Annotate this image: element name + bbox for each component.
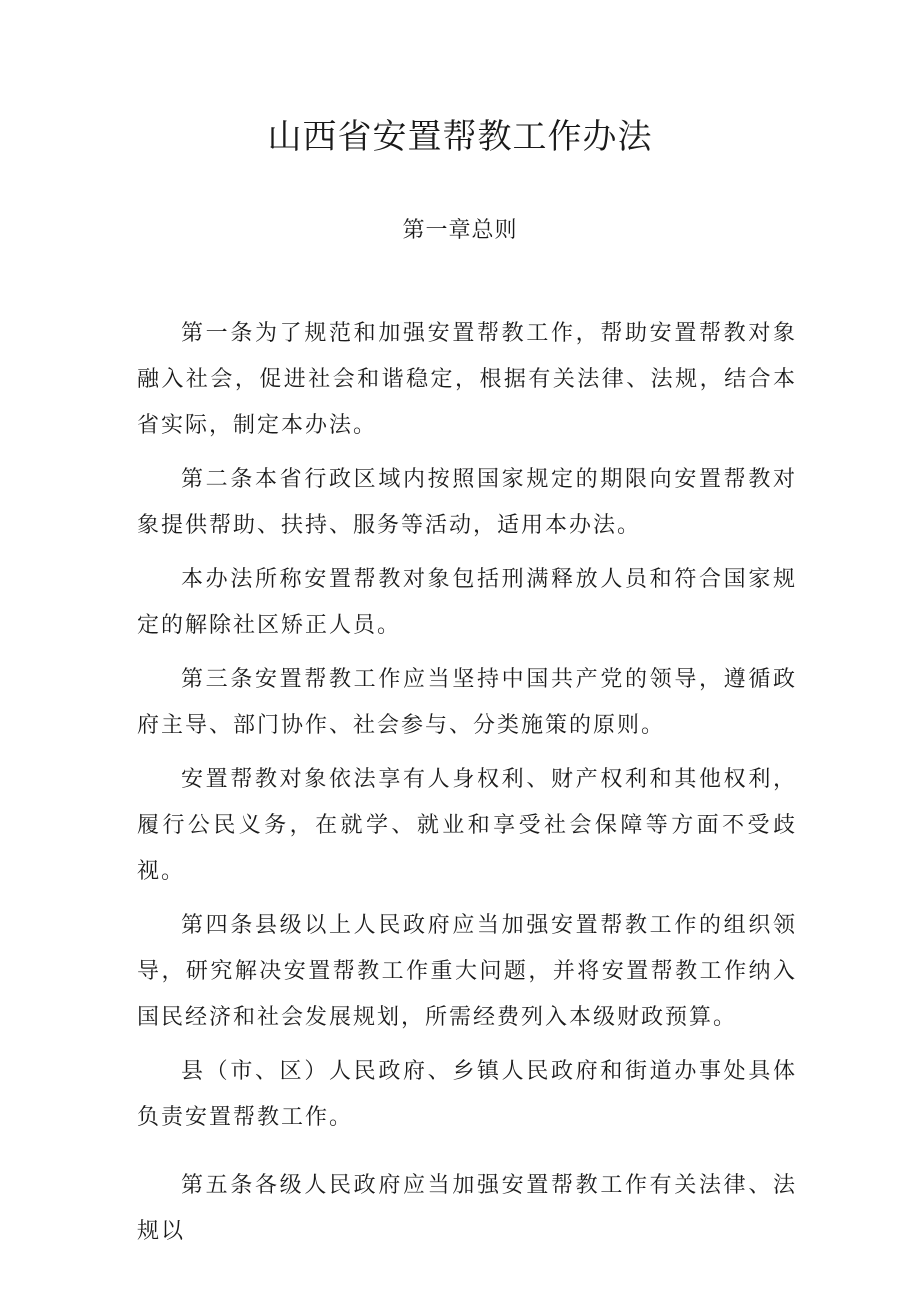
article-3-rights-paragraph: 安置帮教对象依法享有人身权利、财产权利和其他权利，履行公民义务，在就学、就业和享受社会保障等方面不受歧视。 xyxy=(137,767,797,884)
chapter-heading: 第一章总则 xyxy=(402,218,518,243)
article-5-paragraph: 第五条各级人民政府应当加强安置帮教工作有关法律、法规以 xyxy=(137,1173,797,1244)
article-4-paragraph: 第四条县级以上人民政府应当加强安置帮教工作的组织领导，研究解决安置帮教工作重大问题，并将安置帮教工作纳入国民经济和社会发展规划，所需经费列入本级财政预算。 xyxy=(137,913,797,1030)
document-body xyxy=(137,311,797,1255)
article-4-county-paragraph: 县（市、区）人民政府、乡镇人民政府和街道办事处具体负责安置帮教工作。 xyxy=(137,1059,797,1130)
article-1-paragraph: 第一条为了规范和加强安置帮教工作，帮助安置帮教对象融入社会，促进社会和谐稳定，根据有关法律、法规，结合本省实际，制定本办法。 xyxy=(137,321,797,438)
article-2-paragraph: 第二条本省行政区域内按照国家规定的期限向安置帮教对象提供帮助、扶持、服务等活动，适用本办法。 xyxy=(137,467,797,538)
article-3-paragraph: 第三条安置帮教工作应当坚持中国共产党的领导，遵循政府主导、部门协作、社会参与、分类施策的原则。 xyxy=(137,667,797,738)
document-title: 山西省安置帮教工作办法 xyxy=(267,117,653,157)
article-2-definition-paragraph: 本办法所称安置帮教对象包括刑满释放人员和符合国家规定的解除社区矫正人员。 xyxy=(137,567,797,638)
